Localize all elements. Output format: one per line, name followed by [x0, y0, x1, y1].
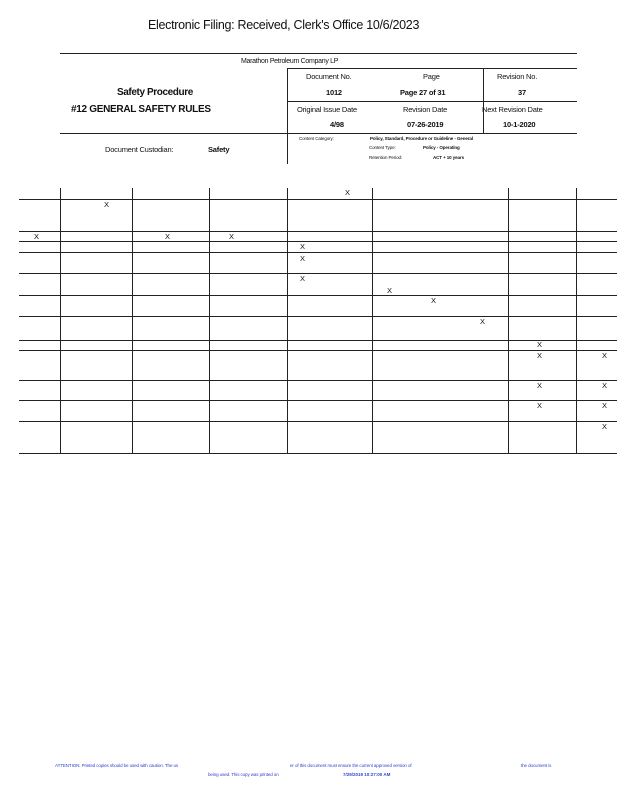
matrix-row-rule [19, 400, 617, 401]
matrix-mark: X [300, 242, 306, 251]
matrix-column-rule [132, 188, 133, 453]
matrix-column-rule [287, 188, 288, 453]
retention-value: ACT + 10 years [433, 155, 464, 160]
procedure-title: Safety Procedure [117, 87, 193, 98]
filing-stamp: Electronic Filing: Received, Clerk's Office 10/6/2023 [148, 18, 420, 32]
matrix-row-rule [19, 231, 617, 232]
page-value: Page 27 of 31 [400, 88, 446, 97]
matrix-mark: X [537, 401, 543, 410]
matrix-mark: X [602, 422, 608, 431]
procedure-subtitle: #12 GENERAL SAFETY RULES [71, 104, 211, 115]
original-issue-value: 4/98 [330, 120, 344, 129]
content-type-label: Content Type: [369, 145, 396, 150]
footer-printed-date: 7/29/2019 10:27:00 AM [343, 772, 391, 777]
matrix-mark: X [537, 381, 543, 390]
matrix-mark: X [104, 200, 110, 209]
revision-date-label: Revision Date [403, 105, 448, 114]
content-category-label: Content Category: [299, 136, 334, 141]
matrix-row-rule [19, 340, 617, 341]
next-revision-label: Next Revision Date [482, 105, 543, 114]
matrix-row-rule [19, 421, 617, 422]
header-top-rule [60, 53, 577, 54]
document-no-value: 1012 [326, 88, 342, 97]
matrix-row-rule [19, 241, 617, 242]
header-rule [287, 68, 577, 69]
matrix-mark: X [602, 381, 608, 390]
matrix-column-rule [576, 188, 577, 453]
revision-date-value: 07-26-2019 [407, 120, 444, 129]
matrix-column-rule [209, 188, 210, 453]
matrix-row-rule [19, 273, 617, 274]
matrix-mark: X [537, 351, 543, 360]
custodian-value: Safety [208, 145, 230, 154]
company-name: Marathon Petroleum Company LP [241, 58, 339, 65]
original-issue-label: Original Issue Date [297, 105, 357, 114]
revision-no-label: Revision No. [497, 72, 538, 81]
header-bottom-rule [60, 133, 577, 134]
matrix-mark: X [537, 340, 543, 349]
retention-label: Retention Period: [369, 155, 403, 160]
footer-notice-part2: er of this document must ensure the current approved version of [290, 763, 412, 768]
footer-notice-part3: the document is [521, 763, 552, 768]
content-category-value: Policy, Standard, Procedure or Guideline - General [370, 136, 473, 141]
matrix-mark: X [34, 232, 40, 241]
header-mid-rule [287, 101, 577, 102]
page-label: Page [423, 72, 440, 81]
matrix-mark: X [300, 254, 306, 263]
matrix-mark: X [165, 232, 171, 241]
matrix-mark: X [602, 401, 608, 410]
matrix-mark: X [480, 317, 486, 326]
matrix-mark: X [602, 351, 608, 360]
matrix-row-rule [19, 316, 617, 317]
content-type-value: Policy - Operating [423, 145, 460, 150]
header-divider [287, 68, 288, 164]
matrix-row-rule [19, 252, 617, 253]
matrix-row-rule [19, 350, 617, 351]
next-revision-value: 10-1-2020 [503, 120, 536, 129]
matrix-mark: X [387, 286, 393, 295]
matrix-mark: X [345, 188, 351, 197]
footer-notice-part1: ATTENTION: Printed copies should be used with caution. The us [55, 763, 179, 768]
footer-notice-part4: being used. This copy was printed on [208, 772, 279, 777]
matrix-row-rule [19, 380, 617, 381]
matrix-mark: X [431, 296, 437, 305]
matrix-mark: X [300, 274, 306, 283]
matrix-column-rule [372, 188, 373, 453]
document-no-label: Document No. [306, 72, 352, 81]
revision-no-value: 37 [518, 88, 526, 97]
custodian-label: Document Custodian: [105, 145, 174, 154]
matrix-mark: X [229, 232, 235, 241]
matrix-row-rule [19, 295, 617, 296]
matrix-column-rule [508, 188, 509, 453]
matrix-row-rule [19, 453, 617, 454]
matrix-column-rule [60, 188, 61, 453]
